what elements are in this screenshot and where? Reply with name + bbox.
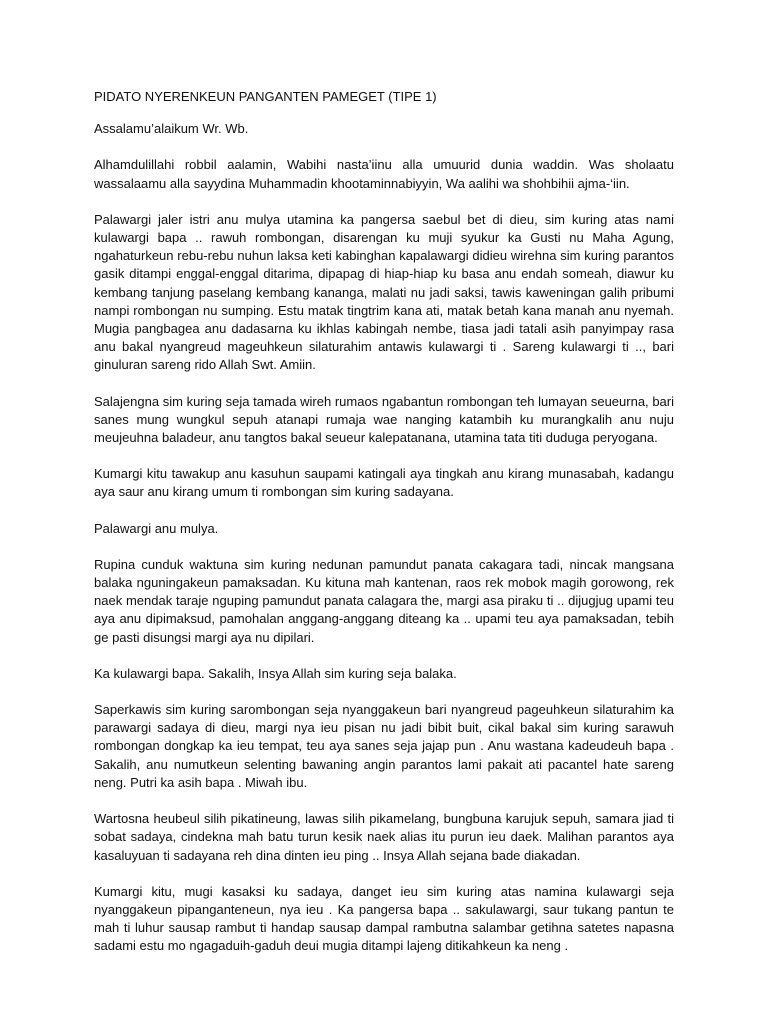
body-paragraph: Salajengna sim kuring seja tamada wireh rumaos ngabantun rombongan teh lumayan seueurna, bari sanes mung wungkul sepuh atanapi rumaja wae nanging katambih ku murangkalih anu nuju meujeuhna baladeur, anu tangtos bakal seueur kalepatanana, utamina tata titi duduga peryogana. (94, 393, 674, 446)
document-body (94, 120, 674, 955)
body-paragraph: Rupina cunduk waktuna sim kuring nedunan pamundut panata cakagara tadi, nincak mangsana balaka nguningakeun pamaksadan. Ku kituna mah kantenan, raos rek mobok magih gorowong, rek naek mendak taraje nguping pamundut panata calagara the, margi asa piraku ti .. dijugjug upami teu aya anu dipimaksud, pamohalan anggang-anggang diteang ka .. upami teu aya pamaksadan, tebih ge pasti disungsi margi aya nu dipilari. (94, 556, 674, 645)
body-paragraph: Kumargi kitu tawakup anu kasuhun saupami katingali aya tingkah anu kirang munasabah, kadangu aya saur anu kirang umum ti rombongan sim kuring sadayana. (94, 466, 674, 500)
greeting-paragraph: Assalamu’alaikum Wr. Wb. (94, 121, 249, 137)
document-title: PIDATO NYERENKEUN PANGANTEN PAMEGET (TIPE 1) (94, 89, 437, 104)
body-paragraph: Ka kulawargi bapa. Sakalih, Insya Allah sim kuring seja balaka. (94, 665, 457, 681)
body-paragraph: Palawargi jaler istri anu mulya utamina ka pangersa saebul bet di dieu, sim kuring atas nami kulawargi bapa .. rawuh rombongan, disarengan ku muji syukur ka Gusti nu Maha Agung, ngahaturkeun rebu-rebu nuhun laksa keti kabinghan kapalawargi didieu wirehna sim kuring parantos gasik ditampi enggal-enggal ditarima, dipapag di hiap-hiap ku basa anu endah someah, diawur ku kembang tanjung paselang kembang kananga, malati nu jadi saksi, tawis kaweningan galih pribumi nampi rombongan nu sumping. Estu matak tingtrim kana ati, matak betah kana manah anu nyemah. Mugia pangbagea anu dadasarna ku ikhlas kabingah nembe, tiasa jadi tatali asih panyimpay rasa anu bakal nyangreud mageuhkeun silaturahim antawis kulawargi ti . Sareng kulawargi ti .., bari ginuluran sareng rido Allah Swt. Amiin. (94, 211, 674, 373)
opening-prayer-paragraph: Alhamdulillahi robbil aalamin, Wabihi nasta’iinu alla umuurid dunia waddin. Was sholaatu wassalaamu alla sayydina Muhammadin khootaminnabiyyin, Wa aalihi wa shohbihii ajma-‘iin. (94, 157, 674, 191)
address-paragraph: Palawargi anu mulya. (94, 520, 219, 536)
body-paragraph: Kumargi kitu, mugi kasaksi ku sadaya, danget ieu sim kuring atas namina kulawargi seja nyanggakeun pipanganteneun, nya ieu . Ka pangersa bapa .. sakulawargi, saur tukang pantun te mah ti luhur sausap rambut ti handap sausap dampal rambutna salambar getihna satetes napasna sadami estu mo ngagaduih-gaduh deui mugia ditampi lajeng ditikahkeun ka neng . (94, 883, 674, 954)
body-paragraph: Saperkawis sim kuring sarombongan seja nyanggakeun bari nyangreud pageuhkeun silaturahim ka parawargi sadaya di dieu, margi nya ieu pisan nu jadi bibit buit, cikal bakal sim kuring sarawuh rombongan dongkap ka ieu tempat, teu aya sanes seja jajap pun . Anu wastana kadeudeuh bapa . Sakalih, anu numutkeun selenting bawaning angin parantos lami pakait ati pacantel hate sareng neng. Putri ka asih bapa . Miwah ibu. (94, 702, 674, 790)
body-paragraph: Wartosna heubeul silih pikatineung, lawas silih pikamelang, bungbuna karujuk sepuh, samara jiad ti sobat sadaya, cindekna mah batu turun kesik naek alias itu purun ieu daek. Malihan parantos aya kasaluyuan ti sadayana reh dina dinten ieu ping .. Insya Allah sejana bade diakadan. (94, 811, 674, 863)
